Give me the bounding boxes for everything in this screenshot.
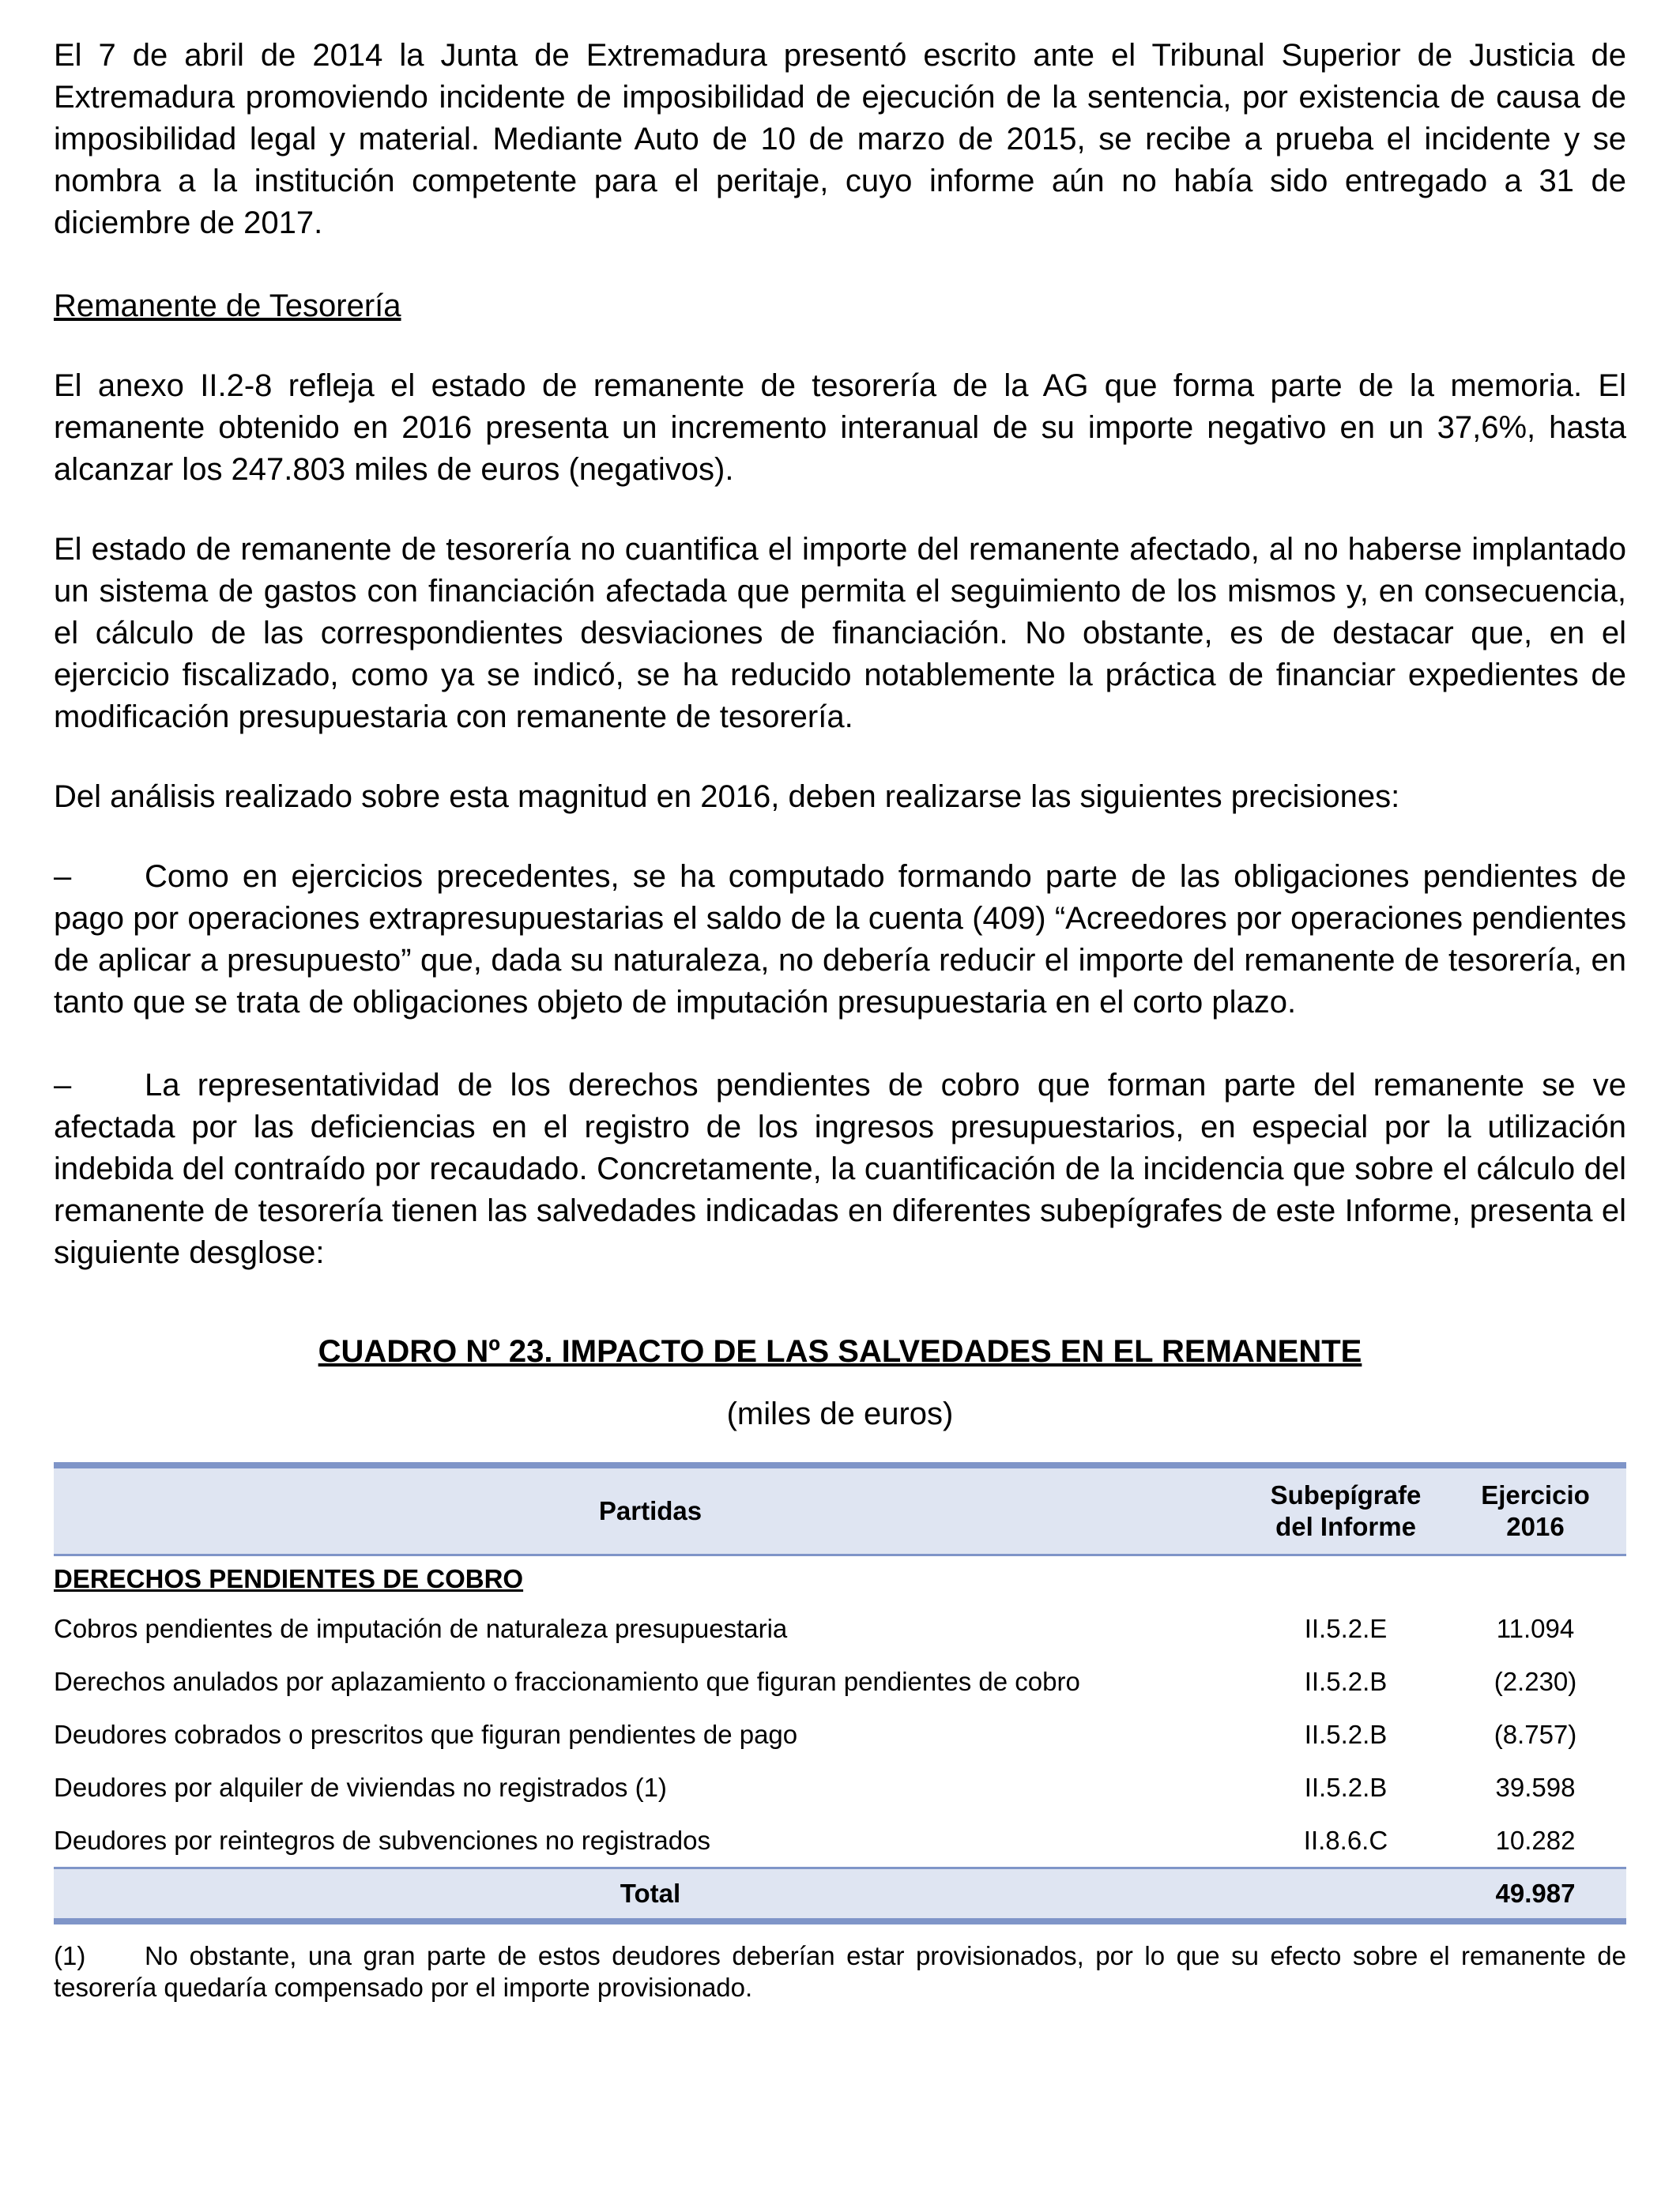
total-label: Total <box>54 1868 1247 1922</box>
table-row <box>54 1655 1626 1708</box>
cell-subepigrafe: II.8.6.C <box>1303 1825 1388 1855</box>
document-page <box>54 35 1626 2004</box>
cell-partida: Deudores por reintegros de subvenciones no registrados <box>54 1825 710 1855</box>
salvedades-table <box>54 1462 1626 1924</box>
bullet-text: Como en ejercicios precedentes, se ha computado formando parte de las obligaciones pendientes de pago por operaciones extrapresupuestarias el saldo de la cuenta (409) “Acreedores por operaciones pendientes de aplicar a presupuesto” que, dada su naturaleza, no debería reducir el importe del remanente de tesorería, en tanto que se trata de obligaciones objeto de imputación presupuestaria en el corto plazo. <box>54 859 1626 1020</box>
table-row <box>54 1814 1626 1868</box>
cell-subepigrafe: II.5.2.B <box>1304 1772 1388 1802</box>
header-subepigrafe: Subepígrafe del Informe <box>1247 1465 1445 1555</box>
cell-valor: (8.757) <box>1494 1719 1577 1749</box>
table-footnote <box>54 1940 1626 2004</box>
header-ejercicio: Ejercicio 2016 <box>1445 1465 1626 1555</box>
bullet-derechos <box>54 1065 1626 1274</box>
paragraph-analisis: Del análisis realizado sobre esta magnitud en 2016, deben realizarse las siguientes precisiones: <box>54 779 1400 814</box>
cell-subepigrafe: II.5.2.B <box>1304 1666 1388 1696</box>
table-header-row <box>54 1465 1626 1555</box>
dash-bullet: – <box>54 859 72 894</box>
table-row <box>54 1761 1626 1814</box>
bullet-text: La representatividad de los derechos pendientes de cobro que forman parte del remanente se ve afectada por las deficiencias en el registro de los ingresos presupuestarios, en especial por la utilización indebida del contraído por recaudado. Concretamente, la cuantificación de la incidencia que sobre el cálculo del remanente de tesorería tienen las salvedades indicadas en diferentes subepígrafes de este Informe, presenta el siguiente desglose: <box>54 1068 1626 1270</box>
section-row <box>54 1555 1626 1603</box>
bullet-acreedores <box>54 856 1626 1023</box>
table-title: CUADRO Nº 23. IMPACTO DE LAS SALVEDADES EN EL REMANENTE <box>318 1334 1362 1369</box>
total-value: 49.987 <box>1445 1868 1626 1922</box>
footnote-text: No obstante, una gran parte de estos deudores deberían estar provisionados, por lo que su efecto sobre el remanente de tesorería quedaría compensado por el importe provisionado. <box>54 1941 1626 2002</box>
cell-subepigrafe: II.5.2.B <box>1304 1719 1388 1749</box>
section-heading-remanente: Remanente de Tesorería <box>54 288 401 323</box>
table-row <box>54 1708 1626 1761</box>
cell-partida: Deudores por alquiler de viviendas no registrados (1) <box>54 1772 667 1802</box>
cell-valor: 39.598 <box>1495 1772 1576 1802</box>
footnote-number: (1) <box>54 1941 86 1970</box>
header-partidas: Partidas <box>54 1465 1247 1555</box>
cell-valor: (2.230) <box>1494 1666 1577 1696</box>
total-row <box>54 1868 1626 1922</box>
paragraph-anexo: El anexo II.2-8 refleja el estado de remanente de tesorería de la AG que forma parte de la memoria. El remanente obtenido en 2016 presenta un incremento interanual de su importe negativo en un 37,6%, hasta alcanzar los 247.803 miles de euros (negativos). <box>54 368 1626 487</box>
cell-valor: 10.282 <box>1495 1825 1576 1855</box>
paragraph-estado-remanente: El estado de remanente de tesorería no cuantifica el importe del remanente afectado, al no haberse implantado un sistema de gastos con financiación afectada que permita el seguimiento de los mismos y, en consecuencia, el cálculo de las correspondientes desviaciones de financiación. No obstante, es de destacar que, en el ejercicio fiscalizado, como ya se indicó, se ha reducido notablemente la práctica de financiar expedientes de modificación presupuestaria con remanente de tesorería. <box>54 532 1626 734</box>
section-label: DERECHOS PENDIENTES DE COBRO <box>54 1564 524 1593</box>
total-empty <box>1247 1868 1445 1922</box>
table-units: (miles de euros) <box>726 1397 954 1431</box>
cell-partida: Derechos anulados por aplazamiento o fraccionamiento que figuran pendientes de cobro <box>54 1666 1080 1696</box>
dash-bullet: – <box>54 1068 72 1103</box>
cell-partida: Cobros pendientes de imputación de naturaleza presupuestaria <box>54 1613 788 1643</box>
table-row <box>54 1602 1626 1655</box>
cell-valor: 11.094 <box>1496 1613 1575 1643</box>
paragraph-incidente: El 7 de abril de 2014 la Junta de Extremadura presentó escrito ante el Tribunal Superior de Justicia de Extremadura promoviendo incidente de imposibilidad de ejecución de la sentencia, por existencia de causa de imposibilidad legal y material. Mediante Auto de 10 de marzo de 2015, se recibe a prueba el incidente y se nombra a la institución competente para el peritaje, cuyo informe aún no había sido entregado a 31 de diciembre de 2017. <box>54 38 1626 240</box>
cell-subepigrafe: II.5.2.E <box>1304 1613 1388 1643</box>
cell-partida: Deudores cobrados o prescritos que figuran pendientes de pago <box>54 1719 798 1749</box>
